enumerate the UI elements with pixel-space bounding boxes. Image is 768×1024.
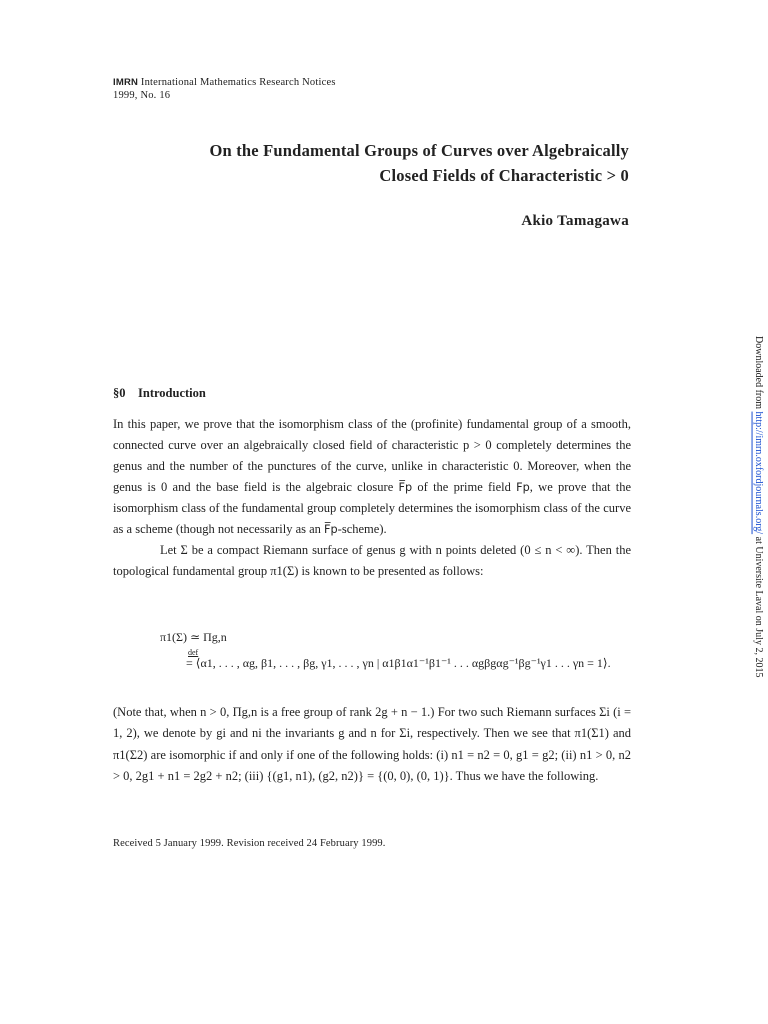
journal-issue: 1999, No. 16	[113, 90, 171, 101]
equation-line-1: π1(Σ) ≃ Πg,n	[160, 630, 227, 644]
journal-link[interactable]: http://imrn.oxfordjournals.org/	[753, 411, 764, 535]
f-p-symbol: Fp	[516, 481, 530, 494]
received-note: Received 5 January 1999. Revision received 24 February 1999.	[113, 838, 386, 849]
paragraph-2: Let Σ be a compact Riemann surface of genus g with n points deleted (0 ≤ n < ∞). Then the topological fundamental group π1(Σ) is known to be presented as follows:	[113, 543, 631, 578]
download-suffix: at Universite Laval on July 2, 2015	[753, 534, 764, 678]
intro-body	[113, 414, 631, 582]
paper-title	[210, 138, 630, 188]
section-number: §0	[113, 386, 126, 400]
journal-header	[113, 76, 336, 102]
equation-line-2: = ⟨α1, . . . , αg, β1, . . . , βg, γ1, . . . , γn | α1β1α1⁻¹β1⁻¹ . . . αgβgαg⁻¹βg⁻¹γ1 . . . γn = 1⟩.	[186, 656, 611, 670]
title-line-2: Closed Fields of Characteristic > 0	[379, 166, 629, 185]
title-line-1: On the Fundamental Groups of Curves over Algebraically	[209, 141, 629, 160]
fbar-p-symbol: F̅p	[398, 481, 413, 494]
download-sidebar	[740, 336, 764, 716]
download-prefix: Downloaded from	[753, 336, 764, 412]
equation-def-label: def	[188, 648, 199, 657]
journal-name: International Mathematics Research Notices	[140, 77, 336, 88]
paragraph-3: (Note that, when n > 0, Πg,n is a free group of rank 2g + n − 1.) For two such Riemann surfaces Σi (i = 1, 2), we denote by gi and ni the invariants g and n for Σi, respectively. Then we see that π1(Σ1) and π1(Σ2) are isomorphic if and only if one of the following holds: (i) n1 = n2 = 0, g1 = g2; (ii) n1 > 0, n2 > 0, 2g1 + n1 = 2g2 + n2; (iii) {(g1, n1), (g2, n2)} = {(0, 0), (0, 1)}. Thus we have the following.	[113, 705, 631, 784]
fbar-p-symbol-2: F̅p	[324, 523, 338, 536]
journal-abbrev: IMRN	[113, 77, 139, 88]
author-name: Akio Tamagawa	[521, 213, 629, 229]
paragraph-1: In this paper, we prove that the isomorphism class of the (profinite) fundamental group of a smooth, connected curve over an algebraically closed field of characteristic p > 0 completely determines the genus and the number of the punctures of the curve, unlike in characteristic 0. Moreover, when the genus is 0 and the base field is the algebraic closure F̅p of the prime field Fp, we prove that the isomorphism class of the fundamental group completely determines the isomorphism class of the curve as a scheme (though not necessarily as an F̅p-scheme).	[113, 417, 631, 536]
section-title: Introduction	[138, 386, 206, 400]
section-heading	[113, 386, 206, 401]
